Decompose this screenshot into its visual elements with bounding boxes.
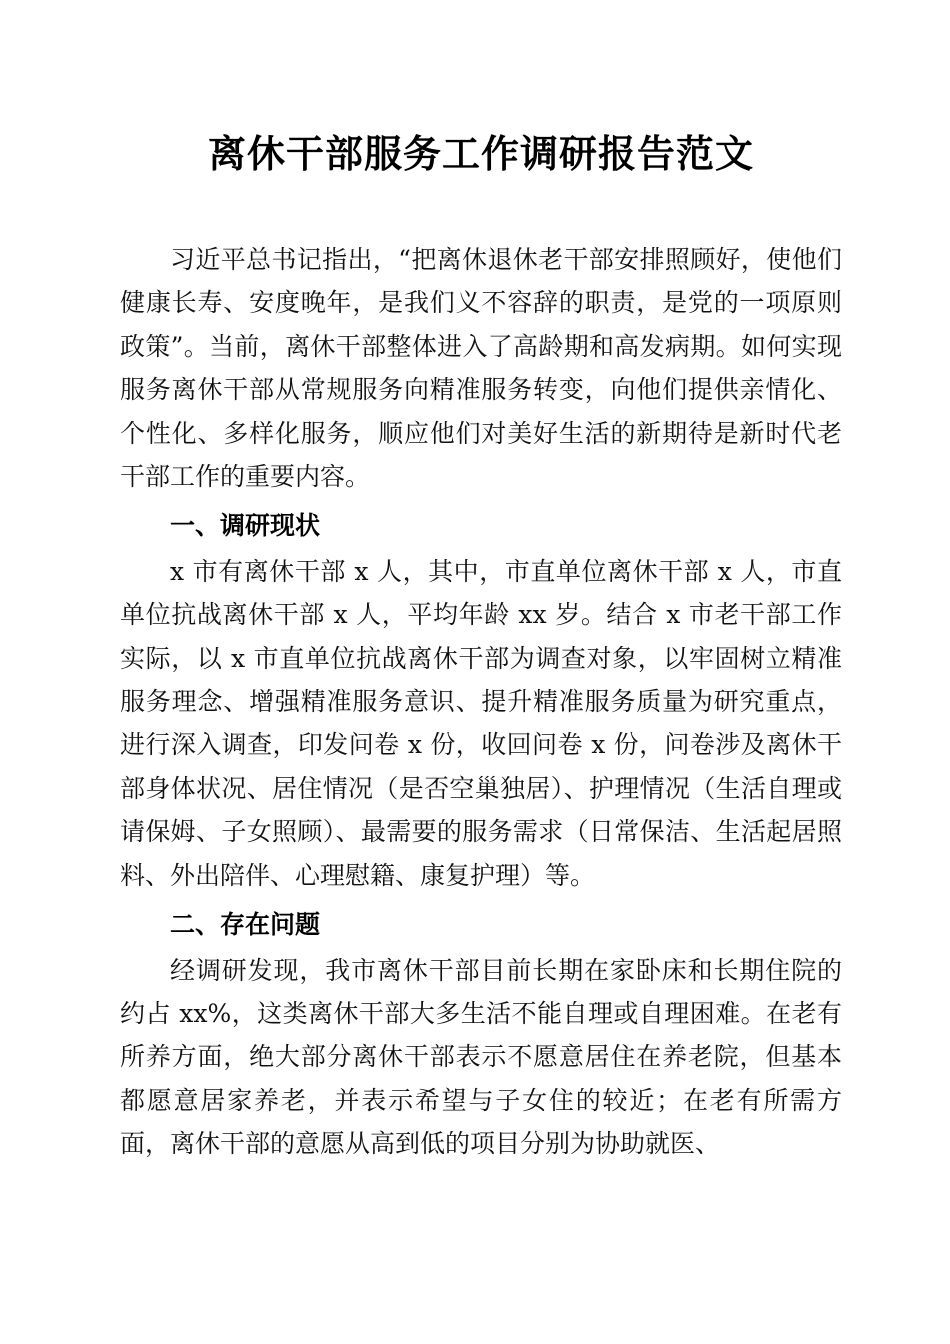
paragraph-intro: 习近平总书记指出，“把离休退休老干部安排照顾好，使他们健康长寿、安度晚年，是我们义不容辞的职责，是党的一项原则政策”。当前，离休干部整体进入了高龄期和高发病期。如何实现服务离休干部从常规服务向精准服务转变，向他们提供亲情化、个性化、多样化服务，顺应他们对美好生活的新期待是新时代老干部工作的重要内容。 <box>120 245 842 492</box>
section-heading-problems: 二、存在问题 <box>170 910 321 940</box>
document-title: 离休干部服务工作调研报告范文 <box>207 131 754 176</box>
paragraph-problems: 经调研发现，我市离休干部目前长期在家卧床和长期住院的约占 xx%，这类离休干部大多生活不能自理或自理困难。在老有所养方面，绝大部分离休干部表示不愿意居住在养老院，但基本都愿意居家养老，并表示希望与子女住的较近；在老有所需方面，离休干部的意愿从高到低的项目分别为协助就医、 <box>120 955 842 1159</box>
paragraph-survey-status: x 市有离休干部 x 人，其中，市直单位离休干部 x 人，市直单位抗战离休干部 x 人，平均年龄 xx 岁。结合 x 市老干部工作实际，以 x 市直单位抗战离休干部为调查对象，以牢固树立精准服务理念、增强精准服务意识、提升精准服务质量为研究重点，进行深入调查，印发问卷 x 份，收回问卷 x 份，问卷涉及离休干部身体状况、居住情况（是否空巢独居）、护理情况（生活自理或请保姆、子女照顾）、最需要的服务需求（日常保洁、生活起居照料、外出陪伴、心理慰籍、康复护理）等。 <box>120 556 842 890</box>
section-heading-survey-status: 一、调研现状 <box>170 511 321 541</box>
